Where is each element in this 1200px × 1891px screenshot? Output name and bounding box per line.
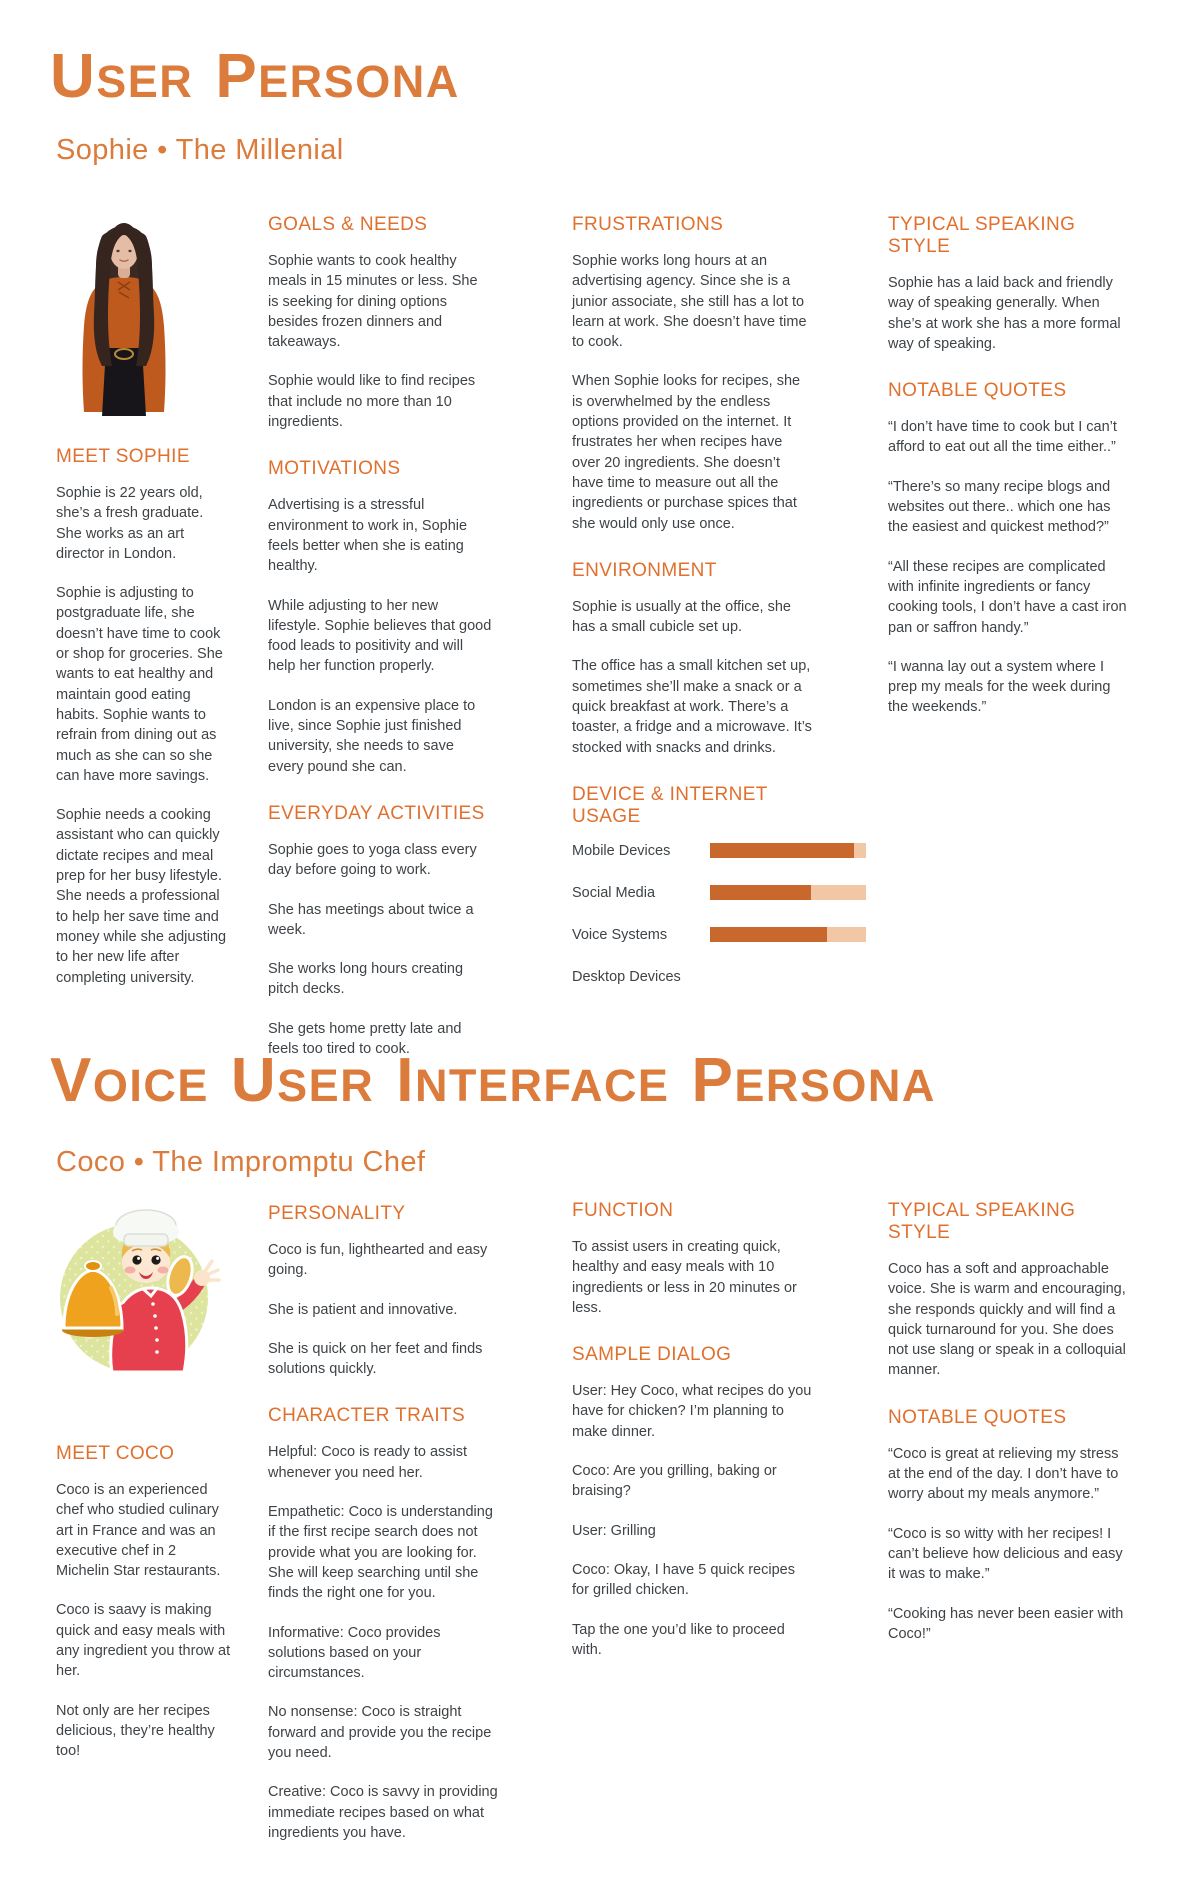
usage-row (572, 885, 868, 901)
personality-paragraph: Coco is fun, lighthearted and easy going. (268, 1242, 488, 1279)
meet-sophie-paragraph: Sophie is 22 years old, she’s a fresh graduate. She works as an art director in London. (56, 485, 204, 562)
usage-category-label: Voice Systems (572, 926, 668, 943)
personality-heading: PERSONALITY (268, 1203, 406, 1224)
trait-paragraph: No nonsense: Coco is straight forward and provide you the recipe you need. (268, 1704, 492, 1762)
notable-quotes-heading: NOTABLE QUOTES (888, 1406, 1067, 1428)
usage-bar-track (710, 843, 866, 858)
title-letters: ERSONA (258, 56, 460, 107)
trait-paragraph: Creative: Coco is savvy in providing immediate recipes based on what ingredients you have. (268, 1784, 498, 1841)
meet-sophie-paragraph: Sophie needs a cooking assistant who can quickly dictate recipes and meal prep for her busy lifestyle. She needs a professional to help her save time and money while she adjusting to her new life after completing university. (56, 807, 227, 986)
quote: “There’s so many recipe blogs and websites out there.. which one has the easiest and quickest method?” (888, 478, 1111, 536)
dialog-line: User: Hey Coco, what recipes do you have for chicken? I’m planning to make dinner. (572, 1383, 812, 1440)
dialog-line: Coco: Are you grilling, baking or braising? (572, 1463, 777, 1500)
motivations-paragraph: While adjusting to her new lifestyle. Sophie believes that good food leads to positivity and will help her function properly. (268, 597, 492, 675)
usage-bar-fill (710, 927, 827, 942)
trait-paragraph: Helpful: Coco is ready to assist whenever you need her. (268, 1444, 468, 1481)
title-letter: V (50, 1046, 93, 1115)
title-letter: I (396, 1046, 415, 1115)
frustrations-paragraph: Sophie works long hours at an advertising agency. Since she is a junior associate, she still has a lot to learn at work. She doesn’t have time to cook. (572, 253, 807, 351)
dialog-line: Coco: Okay, I have 5 quick recipes for grilled chicken. (572, 1561, 795, 1599)
usage-bar-track (710, 885, 866, 900)
function-paragraph: To assist users in creating quick, healthy and easy meals with 10 ingredients or less in 20 minutes or less. (572, 1239, 797, 1316)
coco-column-intro (56, 1200, 232, 1781)
title-letter: U (230, 1046, 278, 1115)
usage-bar-track (710, 927, 866, 942)
notable-quotes-heading: NOTABLE QUOTES (888, 380, 1067, 402)
goals-heading: GOALS & NEEDS (268, 214, 428, 235)
meet-coco-paragraph: Coco is saavy is making quick and easy meals with any ingredient you throw at her. (56, 1602, 231, 1680)
activities-paragraph: She works long hours creating pitch decks. (268, 961, 464, 998)
device-usage-chart (572, 843, 868, 985)
sophie-column-quotes (888, 214, 1130, 737)
quote: “Coco is great at relieving my stress at the end of the day. I don’t have to worry about my meals anymore.” (888, 1445, 1119, 1503)
meet-sophie-paragraph: Sophie is adjusting to postgraduate life, she doesn’t have time to cook or shop for groceries. She wants to eat healthy and maintain good eating habits. Sophie wants to refrain from dining out as much as she can so she can have more savings. (56, 585, 223, 784)
speaking-style-paragraph: Coco has a soft and approachable voice. She is warm and encouraging, she responds quickly and will find a quick turnaround for you. She does not use slang or speak in a colloquial manner. (888, 1261, 1126, 1379)
trait-paragraph: Informative: Coco provides solutions based on your circumstances. (268, 1624, 441, 1682)
environment-paragraph: Sophie is usually at the office, she has a small cubicle set up. (572, 598, 791, 636)
sophie-subtitle: Sophie • The Millenial (56, 134, 344, 166)
title-letters: SER (96, 56, 194, 107)
title-letter: P (215, 42, 259, 111)
usage-row (572, 843, 868, 859)
function-heading: FUNCTION (572, 1200, 674, 1221)
character-traits-heading: CHARACTER TRAITS (268, 1405, 466, 1427)
trait-paragraph: Empathetic: Coco is understanding if the first recipe search does not provide what you are looking for. She will keep searching until she finds the right one for you. (268, 1504, 493, 1602)
title-letters: ERSONA (734, 1060, 936, 1111)
quote: “All these recipes are complicated with infinite ingredients or fancy cooking tools, I don’t have a cast iron pan or saffron handy.” (888, 558, 1127, 636)
sample-dialog-heading: SAMPLE DIALOG (572, 1344, 732, 1366)
usage-category-label: Social Media (572, 884, 656, 901)
user-persona-title (50, 42, 482, 111)
title-letters: NTERFACE (414, 1060, 670, 1111)
activities-paragraph: She gets home pretty late and feels too tired to cook. (268, 1020, 462, 1058)
sophie-column-frustrations (572, 214, 814, 1011)
goals-paragraph: Sophie would like to find recipes that include no more than 10 ingredients. (268, 373, 476, 431)
environment-paragraph: The office has a small kitchen set up, sometimes she’ll make a snack or a quick breakfast at work. There’s a toaster, a fridge and a microwave. It’s stocked with snacks and drinks. (572, 658, 812, 756)
meet-coco-heading: MEET COCO (56, 1443, 175, 1464)
environment-heading: ENVIRONMENT (572, 559, 717, 581)
coco-column-quotes (888, 1200, 1130, 1663)
sophie-photo (74, 214, 174, 416)
activities-heading: EVERYDAY ACTIVITIES (268, 802, 485, 824)
motivations-paragraph: Advertising is a stressful environment to work in, Sophie feels better when she is eating healthy. (268, 497, 468, 575)
quote: “Cooking has never been easier with Coco!” (888, 1605, 1124, 1642)
usage-bar-fill (710, 885, 811, 900)
usage-row (572, 927, 868, 943)
sophie-column-intro (56, 214, 228, 1007)
meet-coco-paragraph: Coco is an experienced chef who studied culinary art in France and was an executive chef in 2 Michelin Star restaurants. (56, 1482, 221, 1580)
usage-category-label: Mobile Devices (572, 842, 671, 859)
device-usage-heading: DEVICE & INTERNET USAGE (572, 783, 768, 827)
personality-paragraph: She is quick on her feet and finds solutions quickly. (268, 1340, 483, 1378)
quote: “Coco is so witty with her recipes! I can’t believe how delicious and easy it was to make.” (888, 1525, 1123, 1583)
frustrations-heading: FRUSTRATIONS (572, 214, 724, 235)
coco-column-function (572, 1200, 814, 1679)
speaking-style-heading: TYPICAL SPEAKING STYLE (888, 1200, 1076, 1243)
usage-row (572, 969, 868, 985)
dialog-line: Tap the one you’d like to proceed with. (572, 1621, 785, 1658)
speaking-style-paragraph: Sophie has a laid back and friendly way of speaking generally. When she’s at work she has a more formal way of speaking. (888, 275, 1121, 352)
quote: “I wanna lay out a system where I prep my meals for the week during the weekends.” (888, 658, 1111, 716)
activities-paragraph: She has meetings about twice a week. (268, 901, 474, 938)
usage-bar-fill (710, 843, 854, 858)
frustrations-paragraph: When Sophie looks for recipes, she is overwhelmed by the endless options provided on the internet. It frustrates her when recipes have over 20 ingredients. She doesn’t have time to measure out all the ingredients or purchase spices that she would only use once. (572, 373, 801, 532)
goals-paragraph: Sophie wants to cook healthy meals in 15 minutes or less. She is seeking for dining options besides frozen dinners and takeaways. (268, 253, 478, 351)
meet-sophie-heading: MEET SOPHIE (56, 446, 190, 467)
meet-coco-paragraph: Not only are her recipes delicious, they’re healthy too! (56, 1702, 215, 1760)
quote: “I don’t have time to cook but I can’t afford to eat out all the time either..” (888, 419, 1117, 456)
dialog-line: User: Grilling (572, 1522, 656, 1539)
speaking-style-heading: TYPICAL SPEAKING STYLE (888, 214, 1076, 257)
coco-illustration (56, 1200, 221, 1392)
personality-paragraph: She is patient and innovative. (268, 1301, 458, 1318)
activities-paragraph: Sophie goes to yoga class every day before going to work. (268, 841, 477, 879)
title-letter: U (50, 42, 97, 111)
motivations-paragraph: London is an expensive place to live, since Sophie just finished university, she needs to save every pound she can. (268, 697, 476, 775)
coco-column-personality (268, 1203, 500, 1862)
title-letter: P (691, 1046, 735, 1115)
vui-persona-title (50, 1046, 958, 1115)
usage-category-label: Desktop Devices (572, 968, 681, 985)
motivations-heading: MOTIVATIONS (268, 458, 401, 480)
coco-subtitle: Coco • The Impromptu Chef (56, 1146, 426, 1178)
sophie-column-goals (268, 214, 492, 1078)
title-letters: OICE (92, 1060, 209, 1111)
title-letters: SER (277, 1060, 375, 1111)
